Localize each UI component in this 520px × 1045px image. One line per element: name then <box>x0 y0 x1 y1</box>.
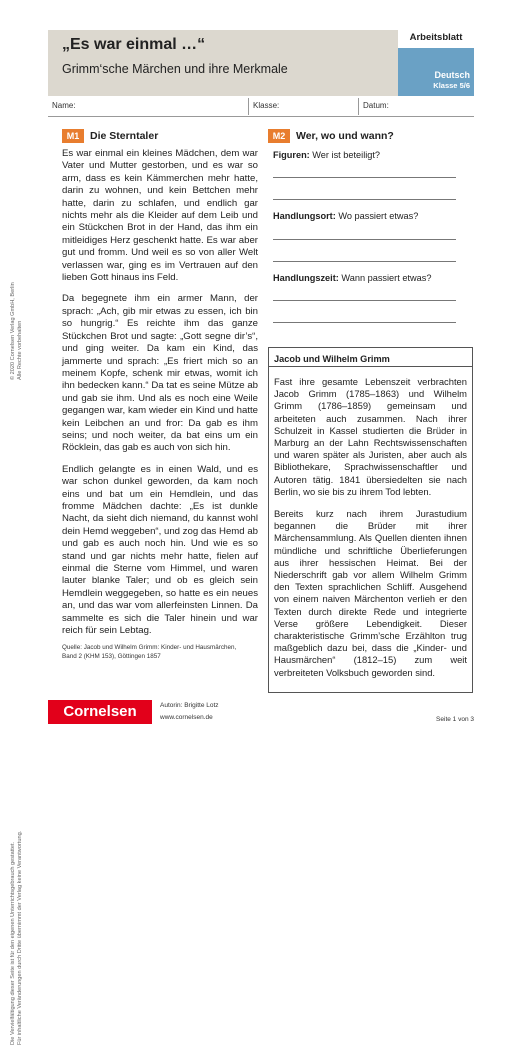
answer-line[interactable] <box>273 177 456 178</box>
story-paragraph: Endlich gelangte es in einen Wald, und es war schon dunkel geworden, da kam noch eins und bat um ein Hemdlein, und das fromme Mädchen dachte: „Es ist dunkle Nacht, da sieht dich niemand, du kannst wohl dein Hemd weggeben“, und zog das Hemd ab und gab es auch noch hin. Und wie es so stand und gar nichts mehr hatte, fielen auf einmal die Sterne vom Himmel, und waren lauter blanke Taler; und ob es gleich sein Hemdlein weggegeben, so hatte es ein neues an, und das war vom allerfeinsten Linnen. Da sammelte es sich die Taler hinein und war reich für sein Lebtag. <box>62 463 258 637</box>
divider <box>248 98 249 115</box>
question-time <box>273 273 431 283</box>
answer-line[interactable] <box>273 199 456 200</box>
header-diagonal <box>350 30 398 96</box>
name-field[interactable]: Name: <box>52 101 76 110</box>
legal-line: Für inhaltliche Veränderungen durch Dritte übernimmt der Verlag keine Verantwortung. <box>17 830 23 1045</box>
website-link[interactable]: www.cornelsen.de <box>160 714 213 721</box>
legal-note <box>10 725 24 1045</box>
cornelsen-logo: Cornelsen <box>48 700 152 724</box>
m1-badge: M1 <box>62 129 84 143</box>
info-paragraph: Fast ihre gesamte Lebenszeit verbrachten Jacob Grimm (1785–1863) und Wilhelm Grimm (1786–1859) gemeinsam und arbeiteten auch zusammen. Nach ihrer Schulzeit in Kassel studierten die Brüder in Marburg an der Lahn Rechtswissenschaften und waren später als Juristen, aber auch als Bibliothekare, Sprachwissenschaftler und Autoren tätig. 1841 übersiedelten sie nach Berlin, wo sie bis zu ihrem Tod lebten. <box>274 376 467 497</box>
answer-line[interactable] <box>273 322 456 323</box>
question-text: Wer ist beteiligt? <box>309 150 381 160</box>
divider <box>268 366 473 367</box>
answer-line[interactable] <box>273 300 456 301</box>
story-paragraph: Es war einmal ein kleines Mädchen, dem war Vater und Mutter gestorben, und es war so arm, dass es kein Kämmerchen mehr hatte, darin zu wohnen, und kein Bettchen mehr hatte, darin zu schlafen, und endlich gar nichts mehr als die Kleider auf dem Leib und ein Stückchen Brot in der Hand, das ihm ein mitleidiges Herz geschenkt hatte. Es war aber gut und fromm. Und weil es so von aller Welt verlassen war, ging es im Vertrauen auf den lieben Gott hinaus ins Feld. <box>62 148 258 284</box>
copyright-line: Alle Rechte vorbehalten <box>17 320 23 380</box>
info-box-title: Jacob und Wilhelm Grimm <box>274 354 390 364</box>
m2-title: Wer, wo und wann? <box>296 130 394 142</box>
question-label: Figuren: <box>273 150 310 160</box>
info-paragraph: Bereits kurz nach ihrem Jurastudium begannen die Brüder mit ihrer Märchensammlung. Als Quellen dienten ihnen mündliche und schriftliche Überlieferungen aus ihrer hessischen Heimat. Bei der Niederschrift gab vor allem Wilhelm Grimm den Texten sprachlichen Schliff. Ausgehend von einem naiven Märchenton verlieh er den Texten durch direkte Rede und integrierte Verse größere Lebendigkeit. Dieser charakteristische Grimm’sche Erzählton trug maßgeblich dazu bei, dass die „Kinder- und Hausmärchen“ (1812–15) zum weit verbreiteten Volksbuch geworden sind. <box>274 508 467 678</box>
source-line: Quelle: Jacob und Wilhelm Grimm: Kinder- und Hausmärchen, <box>62 644 237 651</box>
question-text: Wo passiert etwas? <box>335 211 419 221</box>
source-citation <box>62 643 258 661</box>
m2-badge: M2 <box>268 129 290 143</box>
author-credit: Autorin: Brigitte Lotz <box>160 702 219 709</box>
copyright-line: © 2020 Cornelsen Verlag GmbH, Berlin <box>10 282 16 380</box>
question-label: Handlungszeit: <box>273 273 339 283</box>
legal-line: Die Vervielfältigung dieser Seite ist für den eigenen Unterrichtsgebrauch gestattet. <box>10 841 16 1045</box>
worksheet-label: Arbeitsblatt <box>409 32 463 43</box>
answer-line[interactable] <box>273 239 456 240</box>
question-location <box>273 211 418 221</box>
class-field[interactable]: Klasse: <box>253 101 280 110</box>
m1-title: Die Sterntaler <box>90 130 159 142</box>
story-paragraph: Da begegnete ihm ein armer Mann, der sprach: „Ach, gib mir etwas zu essen, ich bin so hungrig.“ Es reichte ihm das ganze Stückchen Brot und sagte: „Gott segne dir’s“, und ging weiter. Da kam ein Kind, das jammerte und sprach: „Es friert mich so an meinem Kopfe, schenk mir etwas, womit ich ihn bedecken kann.“ Da tat es seine Mütze ab und gab sie ihm. Und als es noch eine Weile gegangen war, kam wieder ein Kind und hatte kein Leibchen an und fror: Da gab es ihm seins; und noch weiter, da bat eins um ein Röcklein, das gab es auch von sich hin. <box>62 293 258 454</box>
page-title: „Es war einmal …“ <box>62 36 206 53</box>
story-text <box>62 148 258 646</box>
subject-label: Deutsch <box>434 70 470 80</box>
page-subtitle: Grimm‘sche Märchen und ihre Merkmale <box>62 62 288 76</box>
question-text: Wann passiert etwas? <box>338 273 432 283</box>
info-box-text <box>274 376 467 689</box>
divider <box>358 98 359 115</box>
source-line: Band 2 (KHM 153), Göttingen 1857 <box>62 653 161 660</box>
question-characters <box>273 150 380 160</box>
copyright-note <box>10 240 24 380</box>
page-number: Seite 1 von 3 <box>436 716 474 723</box>
date-field[interactable]: Datum: <box>363 101 389 110</box>
grade-label: Klasse 5/6 <box>433 81 470 90</box>
question-label: Handlungsort: <box>273 211 336 221</box>
answer-line[interactable] <box>273 261 456 262</box>
